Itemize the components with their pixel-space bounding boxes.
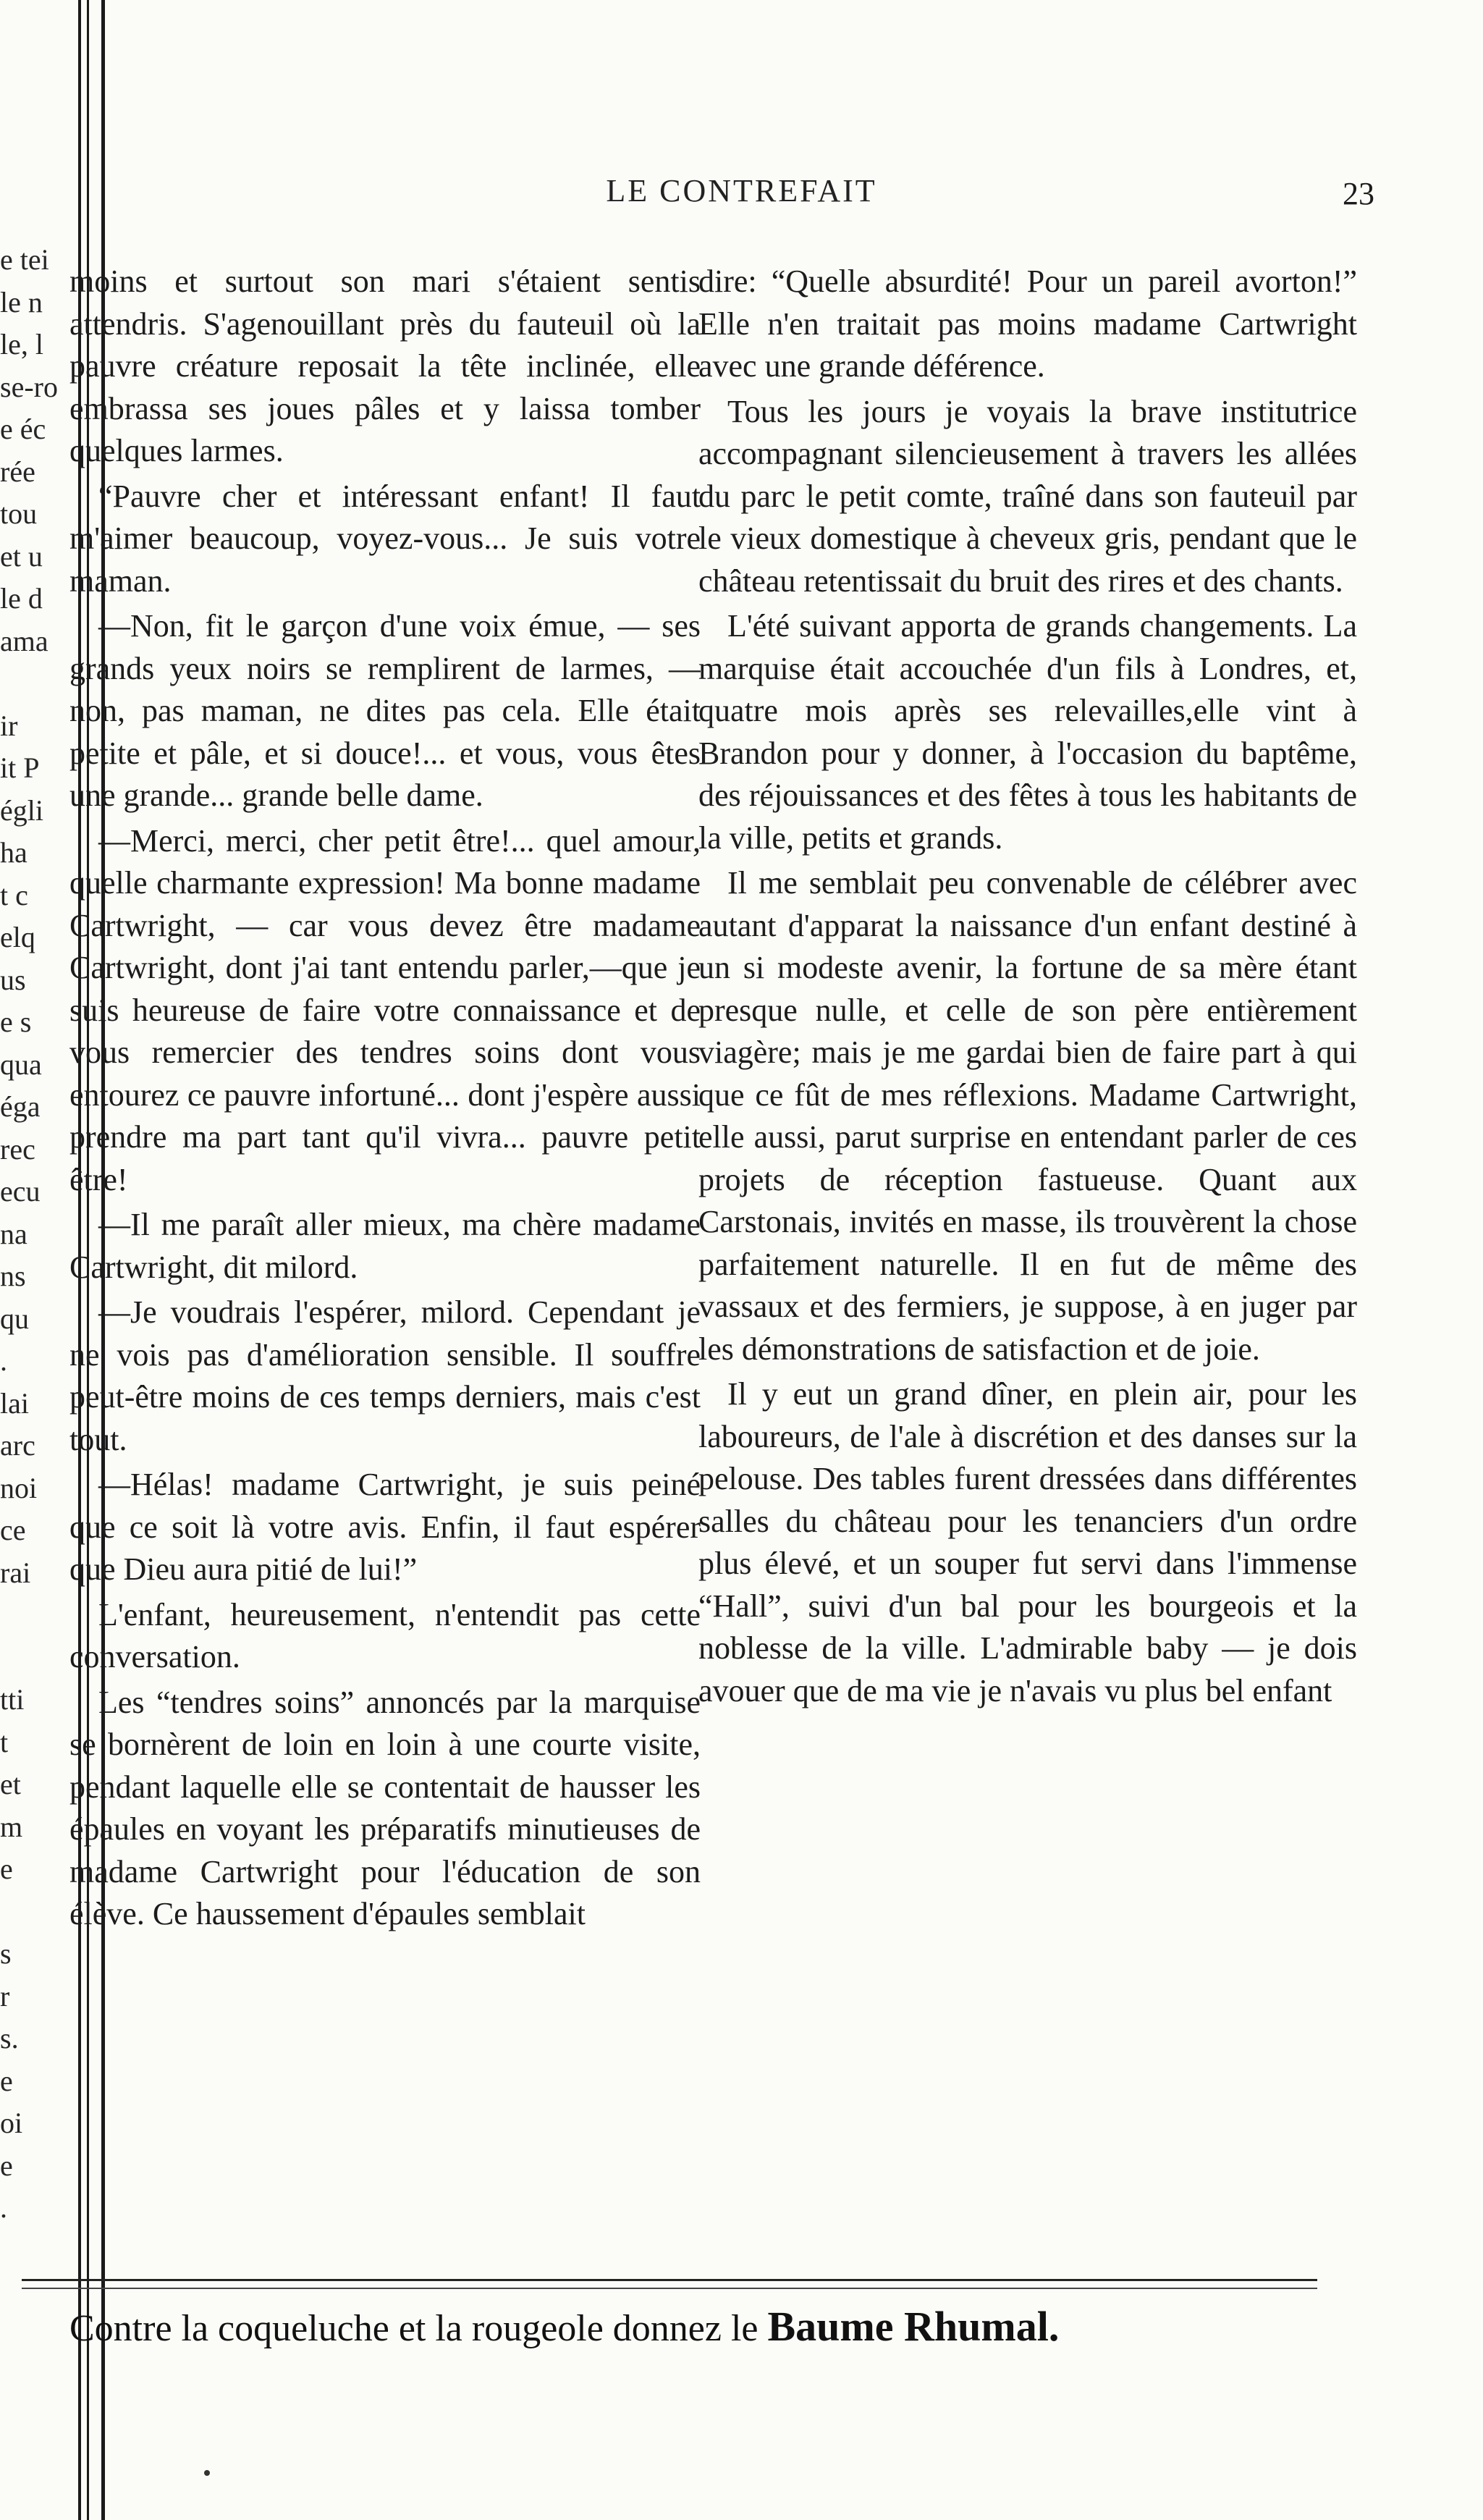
bleed-fragment: ir bbox=[0, 709, 18, 742]
bleed-fragment: tou bbox=[0, 497, 38, 530]
running-title: LE CONTREFAIT bbox=[606, 173, 877, 208]
advertisement-text: Contre la coqueluche et la rougeole donnez le bbox=[69, 2308, 768, 2349]
bleed-fragment: oi bbox=[0, 2107, 23, 2139]
bleed-fragment: e bbox=[0, 2149, 13, 2182]
paragraph: dire: “Quelle absurdité! Pour un pareil avorton!” Elle n'en traitait pas moins madame Cartwright avec une grande déférence. bbox=[698, 264, 1357, 384]
paragraph: Il me semblait peu convenable de célébrer avec autant d'apparat la naissance d'un enfant destiné à un si modeste avenir, la fortune de sa mère étant presque nulle, et celle de son père entièrement viagère; mais je me gardai bien de faire part à qui que ce fût de mes réflexions. Madame Cartwright, elle aussi, parut surprise en entendant parler de ces projets de réception fastueuse. Quant aux Carstonais, invités en masse, ils trouvèrent la chose parfaitement naturelle. Il en fut de même des vassaux et des fermiers, je suppose, à en juger par les démonstrations de satisfaction et de joie. bbox=[698, 865, 1357, 1367]
advertisement-brand: Baume Rhumal. bbox=[767, 2303, 1060, 2350]
bleed-fragment: tti bbox=[0, 1683, 25, 1716]
paragraph: Les “tendres soins” annoncés par la marquise se bornèrent de loin en loin à une courte visite, pendant laquelle elle se contentait de hausser les épaules en voyant les préparatifs minutieuses de madame Cartwright pour l'éducation de son élève. Ce haussement d'épaules semblait bbox=[69, 1684, 701, 1931]
paragraph: —Je voudrais l'espérer, milord. Cependant je ne vois pas d'amélioration sensible. Il souffre peut-être moins de ces temps derniers, mais c'est tout. bbox=[69, 1294, 701, 1457]
paragraph: Il y eut un grand dîner, en plein air, pour les laboureurs, de l'ale à discrétion et des danses sur la pelouse. Des tables furent dressées dans différentes salles du château pour les tenanciers d'un ordre plus élevé, et un souper fut servi dans l'immense “Hall”, suivi d'un bal pour les bourgeois et la noblesse de la ville. L'admirable baby — je dois avouer que de ma vie je n'avais vu plus bel enfant bbox=[698, 1376, 1357, 1708]
bleed-fragment: et u bbox=[0, 539, 43, 573]
bleed-fragment: e bbox=[0, 2064, 13, 2097]
bleed-fragment: elq bbox=[0, 921, 35, 953]
bleed-fragment: e s bbox=[0, 1006, 32, 1038]
bleed-fragment: r bbox=[0, 1979, 10, 2013]
paragraph: —Il me paraît aller mieux, ma chère madame Cartwright, dit milord. bbox=[69, 1207, 701, 1285]
bleed-fragment: ecu bbox=[0, 1175, 41, 1208]
bleed-fragment: se-ro bbox=[0, 370, 58, 403]
bleed-fragment: ha bbox=[0, 836, 28, 869]
paragraph: —Merci, merci, cher petit être!... quel amour, quelle charmante expression! Ma bonne madame Cartwright, — car vous devez être madame Cartwright, dont j'ai tant entendu parler,—que je suis heureuse de faire votre connaissance et de vous remercier des tendres soins dont vous entourez ce pauvre infortuné... dont j'espère aussi prendre ma part tant qu'il vivra... pauvre petit être! bbox=[69, 822, 701, 1197]
bleed-fragment: égli bbox=[0, 793, 43, 827]
bleed-fragment: qua bbox=[0, 1048, 42, 1081]
footer-rule-secondary bbox=[22, 2288, 1317, 2289]
bleed-fragment: rée bbox=[0, 455, 35, 488]
bleed-fragment: . bbox=[0, 2191, 7, 2224]
bleed-fragment: le n bbox=[0, 285, 43, 319]
paragraph: —Non, fit le garçon d'une voix émue, — ses grands yeux noirs se remplirent de larmes, — non, pas maman, ne dites pas cela. Elle était petite et pâle, et si douce!... et vous, vous êtes une grande... grande belle dame. bbox=[69, 608, 701, 813]
right-column bbox=[698, 261, 1357, 2280]
footer-advertisement bbox=[69, 2302, 1358, 2351]
bleed-fragment: s. bbox=[0, 2022, 19, 2055]
bleed-fragment: e bbox=[0, 1853, 13, 1885]
bleed-fragment: arc bbox=[0, 1429, 35, 1462]
bleed-fragment: . bbox=[0, 1344, 7, 1377]
paragraph: L'été suivant apporta de grands changements. La marquise était accouchée d'un fils à Londres, et, quatre mois après ses relevailles,elle vint à Brandon pour y donner, à l'occasion du baptême, des réjouissances et des fêtes à tous les habitants de la ville, petits et grands. bbox=[698, 608, 1357, 856]
bleed-fragment: et bbox=[0, 1768, 21, 1800]
bleed-fragment: ce bbox=[0, 1514, 26, 1546]
bleed-fragment: us bbox=[0, 963, 26, 996]
left-column bbox=[69, 261, 701, 2280]
bleed-fragment: s bbox=[0, 1937, 12, 1970]
bleed-fragment: t bbox=[0, 1725, 9, 1758]
bleed-fragment: it P bbox=[0, 751, 40, 784]
page-header bbox=[0, 172, 1483, 216]
bleed-fragment: ns bbox=[0, 1260, 26, 1292]
bleed-fragment: le, l bbox=[0, 328, 43, 361]
bleed-fragment: éga bbox=[0, 1090, 41, 1123]
paragraph: “Pauvre cher et intéressant enfant! Il faut m'aimer beaucoup, voyez-vous... Je suis votre maman. bbox=[69, 478, 701, 599]
bleed-fragment: e tei bbox=[0, 243, 49, 276]
bleed-fragment: le d bbox=[0, 582, 43, 615]
ink-speck bbox=[204, 2470, 210, 2476]
bleed-fragment: noi bbox=[0, 1471, 38, 1504]
bleed-fragment: qu bbox=[0, 1302, 29, 1335]
paragraph: L'enfant, heureusement, n'entendit pas cette conversation. bbox=[69, 1596, 701, 1674]
page-number: 23 bbox=[1343, 176, 1374, 211]
paragraph: —Hélas! madame Cartwright, je suis peiné que ce soit là votre avis. Enfin, il faut espérer que Dieu aura pitié de lui!” bbox=[69, 1467, 701, 1587]
footer-rule bbox=[22, 2279, 1317, 2281]
paragraph: Tous les jours je voyais la brave institutrice accompagnant silencieusement à travers les allées du parc le petit comte, traîné dans son fauteuil par le vieux domestique à cheveux gris, pendant que le château retentissait du bruit des rires et des chants. bbox=[698, 393, 1357, 599]
bleed-fragment: na bbox=[0, 1217, 28, 1250]
bleed-fragment: rec bbox=[0, 1132, 35, 1166]
bleed-fragment: t c bbox=[0, 878, 28, 911]
bleed-fragment: ama bbox=[0, 624, 48, 657]
bleed-fragment: e éc bbox=[0, 413, 46, 445]
bleed-fragment: lai bbox=[0, 1386, 29, 1420]
bleed-fragment: m bbox=[0, 1810, 23, 1843]
bleed-fragment: rai bbox=[0, 1556, 31, 1589]
paragraph: moins et surtout son mari s'étaient sentis attendris. S'agenouillant près du fauteuil où la pauvre créature reposait la tête inclinée, elle embrassa ses joues pâles et y laissa tomber quelques larmes. bbox=[69, 264, 701, 468]
